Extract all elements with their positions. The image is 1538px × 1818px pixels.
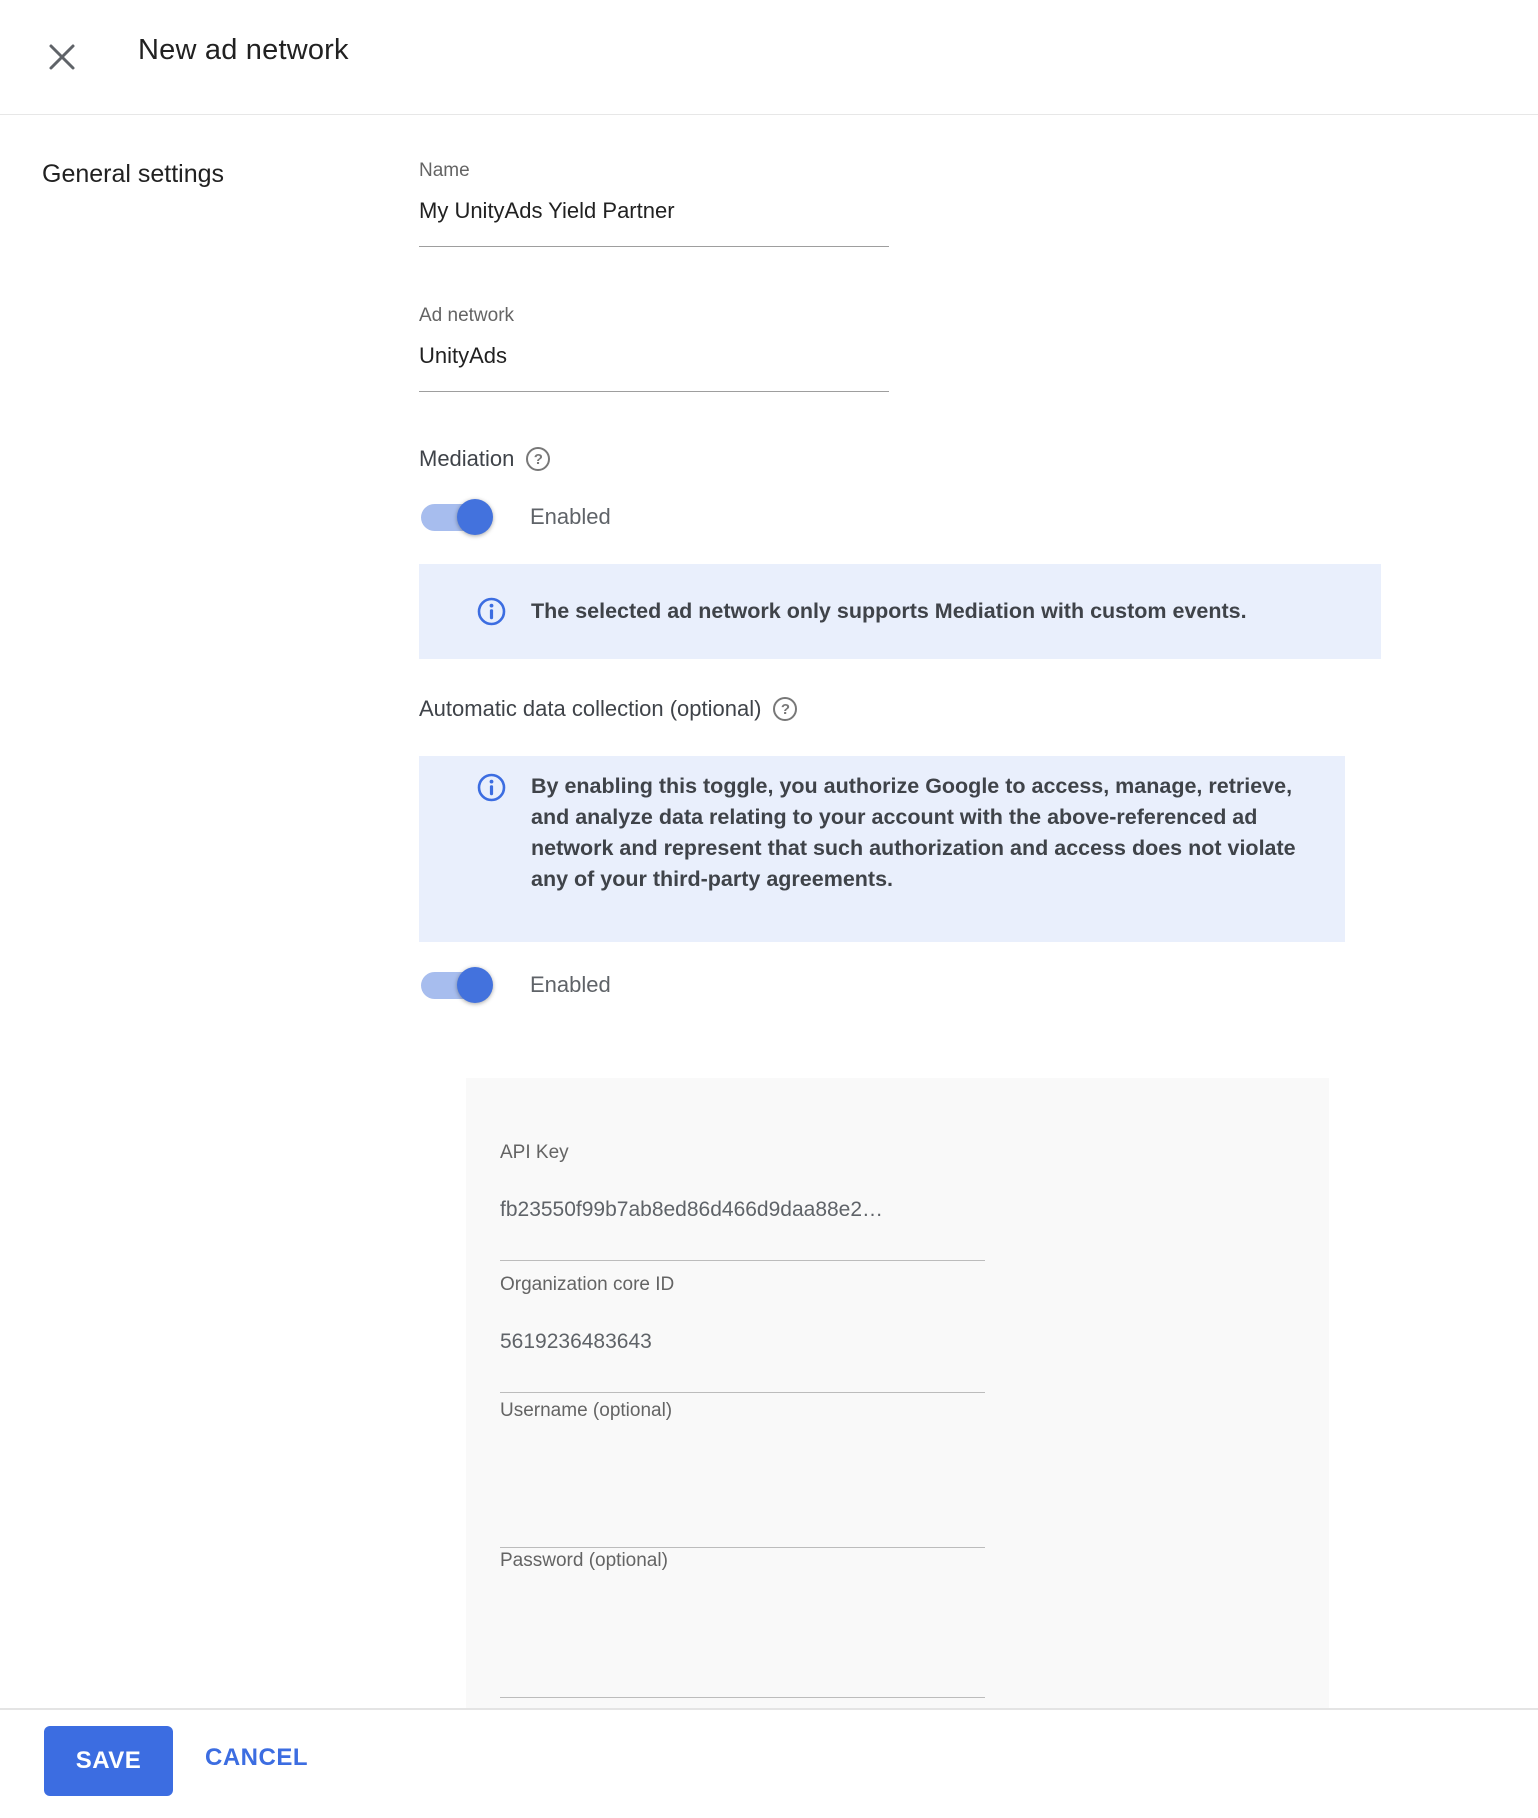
credentials-panel bbox=[466, 1078, 1329, 1708]
toggle-knob bbox=[457, 967, 493, 1003]
auto-data-collection-label: Automatic data collection (optional) bbox=[419, 696, 762, 721]
page-title: New ad network bbox=[138, 34, 349, 66]
org-core-id-label: Organization core ID bbox=[500, 1274, 675, 1295]
info-icon bbox=[419, 756, 506, 802]
info-icon bbox=[419, 597, 506, 626]
mediation-row bbox=[419, 446, 550, 472]
mediation-info-text: The selected ad network only supports Mediation with custom events. bbox=[531, 599, 1247, 623]
close-icon bbox=[44, 39, 86, 75]
username-field bbox=[500, 1400, 985, 1548]
help-icon[interactable]: ? bbox=[526, 447, 550, 471]
org-core-id-field bbox=[500, 1274, 985, 1393]
help-icon[interactable]: ? bbox=[773, 697, 797, 721]
auto-data-collection-row bbox=[419, 696, 797, 722]
auto-data-collection-toggle[interactable] bbox=[421, 966, 493, 1004]
org-core-id-input[interactable]: 5619236483643 bbox=[500, 1330, 985, 1393]
api-key-field bbox=[500, 1142, 985, 1261]
dialog-header bbox=[0, 0, 1538, 115]
auto-data-collection-toggle-row bbox=[421, 966, 611, 1004]
mediation-label: Mediation bbox=[419, 446, 515, 471]
cancel-button[interactable]: CANCEL bbox=[205, 1744, 308, 1771]
close-button[interactable] bbox=[44, 36, 86, 78]
save-button[interactable]: SAVE bbox=[44, 1726, 173, 1796]
name-field bbox=[419, 160, 889, 247]
username-input[interactable] bbox=[500, 1456, 985, 1548]
authorization-info-text: By enabling this toggle, you authorize Google to access, manage, retrieve, and analyze data relating to your account with the above-referenced ad network and represent that such authorization and access does not violate any of your third-party agreements. bbox=[531, 774, 1296, 891]
name-input[interactable]: My UnityAds Yield Partner bbox=[419, 198, 889, 247]
mediation-toggle-row bbox=[421, 498, 611, 536]
ad-network-field bbox=[419, 305, 889, 392]
username-label: Username (optional) bbox=[500, 1400, 673, 1421]
password-label: Password (optional) bbox=[500, 1550, 668, 1571]
toggle-knob bbox=[457, 499, 493, 535]
ad-network-input[interactable]: UnityAds bbox=[419, 343, 889, 392]
api-key-input[interactable]: fb23550f99b7ab8ed86d466d9daa88e2… bbox=[500, 1198, 985, 1261]
api-key-label: API Key bbox=[500, 1142, 569, 1163]
footer-divider bbox=[0, 1708, 1538, 1710]
ad-network-field-label: Ad network bbox=[419, 305, 515, 326]
authorization-info-banner bbox=[419, 756, 1345, 942]
password-input[interactable] bbox=[500, 1606, 985, 1698]
auto-data-collection-toggle-state: Enabled bbox=[530, 972, 611, 997]
password-field bbox=[500, 1550, 985, 1698]
mediation-toggle-state: Enabled bbox=[530, 504, 611, 529]
mediation-info-banner bbox=[419, 564, 1381, 659]
name-field-label: Name bbox=[419, 160, 470, 181]
mediation-toggle[interactable] bbox=[421, 498, 493, 536]
general-settings-heading: General settings bbox=[42, 160, 225, 188]
